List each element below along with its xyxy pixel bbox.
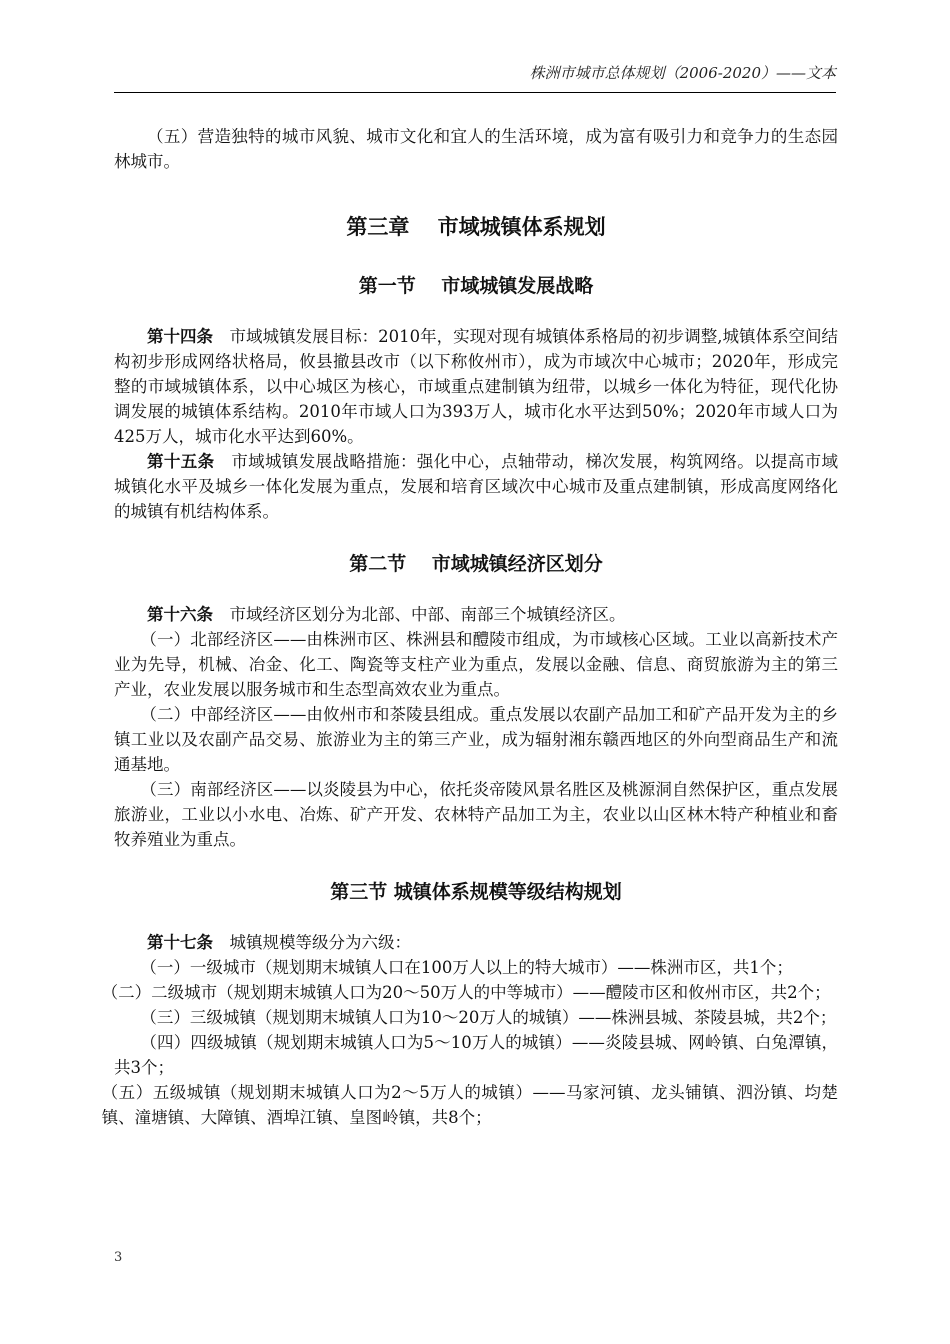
article-16 [114, 602, 838, 627]
article-16-item-1: （一）北部经济区——由株洲市区、株洲县和醴陵市组成，为市域核心区域。工业以高新技术产业为先导，机械、冶金、化工、陶瓷等支柱产业为重点，发展以金融、信息、商贸旅游为主的第三产业，农业发展以服务城市和生态型高效农业为重点。 [114, 630, 838, 699]
header-rule [114, 92, 836, 93]
article-16-item-3: （三）南部经济区——以炎陵县为中心，依托炎帝陵风景名胜区及桃源洞自然保护区，重点发展旅游业，工业以小水电、冶炼、矿产开发、农林特产品加工为主，农业以山区林木特产种植业和畜牧养殖业为重点。 [114, 780, 838, 849]
chapter-title: 第三章 市域城镇体系规划 [346, 214, 606, 239]
article-17-item-5: （五）五级城镇（规划期末城镇人口为2～5万人的城镇）——马家河镇、龙头铺镇、泗汾镇、均楚镇、潼塘镇、大障镇、酒埠江镇、皇图岭镇，共8个； [101, 1083, 838, 1127]
article-16-text: 市域经济区划分为北部、中部、南部三个城镇经济区。 [213, 605, 626, 624]
paragraph-goal-5: （五）营造独特的城市风貌、城市文化和宜人的生活环境，成为富有吸引力和竞争力的生态园林城市。 [114, 127, 838, 171]
article-17-item-1: （一）一级城市（规划期末城镇人口在100万人以上的特大城市）——株洲市区，共1个； [140, 958, 793, 977]
article-14 [114, 324, 838, 449]
article-17 [114, 930, 838, 955]
section-title-3: 第三节 城镇体系规模等级结构规划 [330, 881, 622, 903]
article-17-text: 城镇规模等级分为六级： [213, 933, 411, 952]
running-header: 株洲市城市总体规划（2006-2020）——文本 [529, 64, 836, 82]
article-17-label: 第十七条 [147, 933, 213, 952]
article-14-text: 市域城镇发展目标：2010年，实现对现有城镇体系格局的初步调整,城镇体系空间结构初步形成网络状格局，攸县撤县改市（以下称攸州市），成为市域次中心城市；2020年，形成完整的市域城镇体系，以中心城区为核心，市域重点建制镇为纽带，以城乡一体化为特征，现代化协调发展的城镇体系结构。2010年市域人口为393万人，城市化水平达到50%；2020年市域人口为425万人，城市化水平达到60%。 [114, 327, 838, 446]
section-title-1: 第一节 市域城镇发展战略 [358, 275, 594, 297]
article-15 [114, 449, 838, 524]
article-16-label: 第十六条 [147, 605, 213, 624]
article-15-text: 市域城镇发展战略措施：强化中心，点轴带动，梯次发展，构筑网络。以提高市域城镇化水平及城乡一体化发展为重点，发展和培育区域次中心城市及重点建制镇，形成高度网络化的城镇有机结构体系。 [114, 452, 839, 521]
section-title-2: 第二节 市域城镇经济区划分 [349, 553, 603, 575]
article-17-item-3: （三）三级城镇（规划期末城镇人口为10～20万人的城镇）——株洲县城、茶陵县城，共2个； [140, 1008, 837, 1027]
article-15-label: 第十五条 [147, 452, 215, 471]
article-14-label: 第十四条 [147, 327, 214, 346]
article-17-item-4: （四）四级城镇（规划期末城镇人口为5～10万人的城镇）——炎陵县城、网岭镇、白兔潭镇，共3个； [114, 1033, 838, 1077]
article-16-item-2: （二）中部经济区——由攸州市和茶陵县组成。重点发展以农副产品加工和矿产品开发为主的乡镇工业以及农副产品交易、旅游业为主的第三产业，成为辐射湘东赣西地区的外向型商品生产和流通基地。 [114, 705, 838, 774]
page-number: 3 [114, 1250, 123, 1265]
document-body [101, 124, 839, 1130]
article-17-item-2: （二）二级城市（规划期末城镇人口为20～50万人的中等城市）——醴陵市区和攸州市区，共2个； [101, 983, 831, 1002]
